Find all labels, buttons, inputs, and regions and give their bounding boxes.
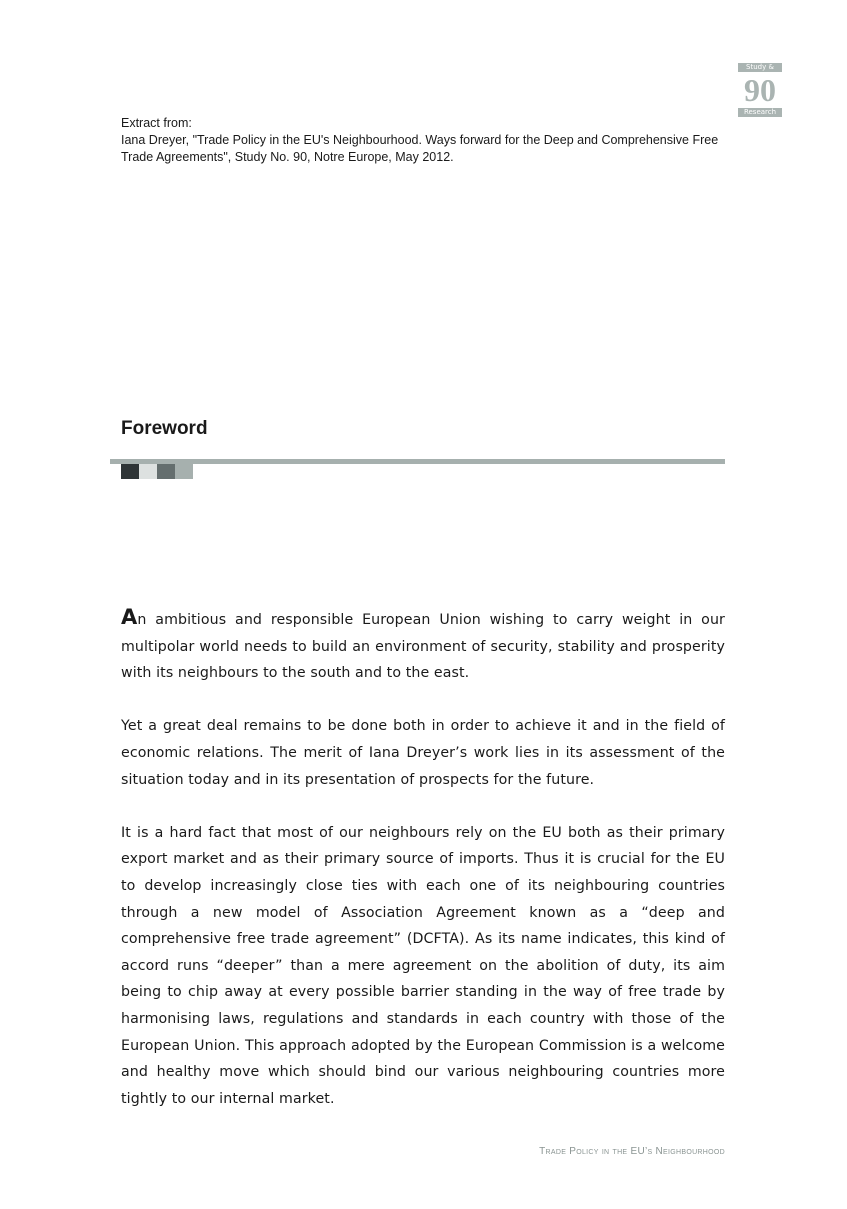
citation-text: Iana Dreyer, "Trade Policy in the EU's Neighbourhood. Ways forward for the Deep and Comprehensive Free Trade Agreements", Study No. 90, Notre Europe, May 2012. <box>121 133 719 164</box>
extract-citation <box>121 115 731 166</box>
decor-square <box>139 464 157 479</box>
decor-square <box>175 464 193 479</box>
paragraph: It is a hard fact that most of our neighbours rely on the EU both as their primary export market and as their primary source of imports. Thus it is crucial for the EU to develop increasingly close ties with each one of its neighbouring countries through a new model of Association Agreement known as a “deep and comprehensive free trade agreement” (DCFTA). As its name indicates, this kind of accord runs “deeper” than a mere agreement on the abolition of duty, its aim being to chip away at every possible barrier standing in the way of free trade by harmonising laws, regulations and standards in each country with those of the European Union. This approach adopted by the European Commission is a welcome and healthy move which should bind our various neighbouring countries more tightly to our internal market. <box>121 824 725 1107</box>
paragraph: Yet a great deal remains to be done both in order to achieve it and in the field of economic relations. The merit of Iana Dreyer’s work lies in its assessment of the situation today and in its presentation of prospects for the future. <box>121 718 725 788</box>
paragraph-text: n ambitious and responsible European Union wishing to carry weight in our multipolar world needs to build an environment of security, stability and prosperity with its neighbours to the south and to the east. <box>121 612 725 682</box>
decor-square <box>121 464 139 479</box>
page-title: Foreword <box>121 418 208 439</box>
title-rule <box>110 459 725 464</box>
running-footer: Trade Policy in the EU’s Neighbourhood <box>539 1146 725 1157</box>
logo-number: 90 <box>744 72 776 108</box>
extract-label: Extract from: <box>121 116 192 130</box>
study-research-logo <box>738 63 782 117</box>
body-text <box>121 604 725 1139</box>
logo-bottom: Research <box>738 108 782 117</box>
decor-square <box>157 464 175 479</box>
drop-cap: A <box>121 605 138 629</box>
logo-top: Study & <box>738 63 782 72</box>
paragraph <box>121 604 725 687</box>
